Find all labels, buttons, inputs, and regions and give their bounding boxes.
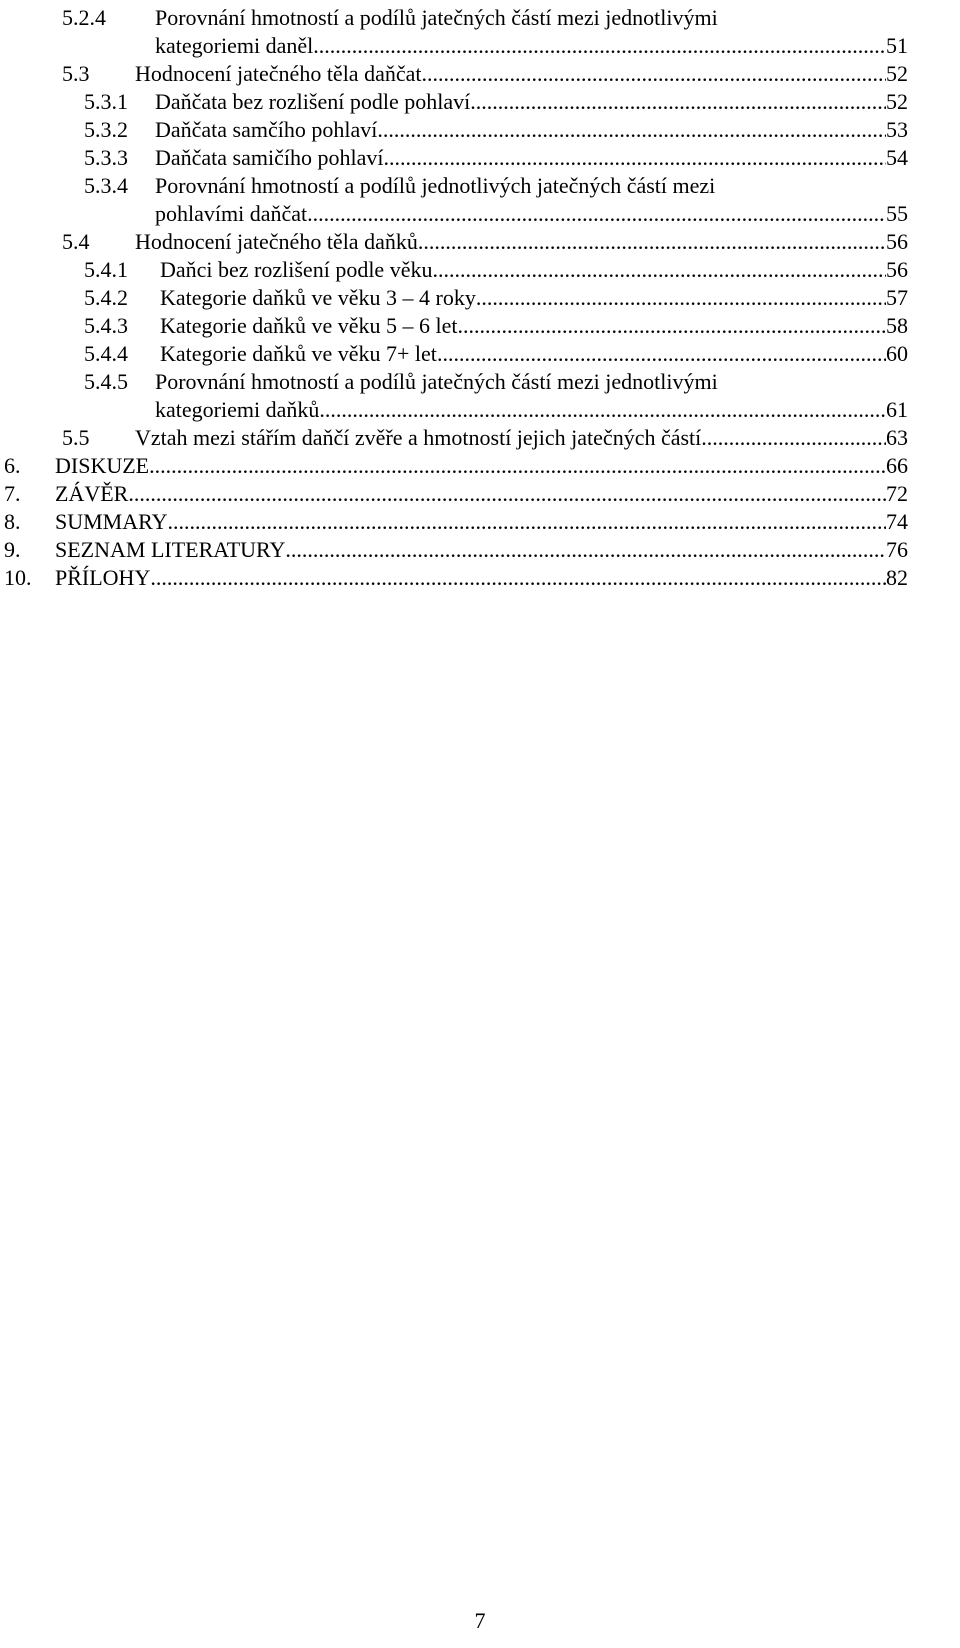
toc-entry — [0, 508, 960, 536]
toc-leader-dots — [432, 256, 886, 284]
toc-leader-dots — [476, 284, 886, 312]
toc-entry-title: SEZNAM LITERATURY — [55, 537, 286, 562]
toc-entry-line[interactable] — [55, 452, 908, 480]
toc-entry — [0, 256, 960, 284]
toc-entry-number: 9. — [4, 537, 21, 562]
toc-entry-title: kategoriemi daněl — [155, 33, 314, 58]
toc-entry-line[interactable] — [160, 340, 908, 368]
toc-entry — [0, 88, 960, 116]
toc-leader-dots — [128, 480, 886, 508]
toc-entry-line[interactable] — [155, 200, 908, 228]
toc-entry-line[interactable] — [55, 536, 908, 564]
toc-entry-line[interactable] — [55, 564, 908, 592]
table-of-contents — [0, 4, 960, 592]
toc-leader-dots — [319, 396, 886, 424]
toc-entry — [0, 340, 960, 368]
toc-entry-page: 52 — [886, 61, 908, 86]
toc-leader-dots — [167, 508, 886, 536]
toc-entry — [0, 172, 960, 228]
toc-leader-dots — [470, 88, 886, 116]
toc-entry-title: Daňci bez rozlišení podle věku — [160, 257, 433, 282]
toc-entry-title: kategoriemi daňků — [155, 397, 320, 422]
toc-entry-page: 72 — [886, 481, 908, 506]
toc-entry — [0, 312, 960, 340]
toc-entry-title: Vztah mezi stářím daňčí zvěře a hmotností jejich jatečných částí — [135, 425, 702, 450]
toc-entry-title: Daňčata samičího pohlaví — [155, 145, 384, 170]
toc-leader-dots — [150, 564, 886, 592]
toc-entry-page: 52 — [886, 89, 908, 114]
toc-entry — [0, 424, 960, 452]
toc-entry-page: 66 — [886, 453, 908, 478]
toc-entry — [0, 228, 960, 256]
toc-entry-page: 60 — [886, 341, 908, 366]
toc-entry-number: 5.3.4 — [84, 173, 128, 198]
toc-entry-line[interactable] — [160, 256, 908, 284]
toc-entry-number: 5.5 — [62, 425, 90, 450]
toc-entry-page: 74 — [886, 509, 908, 534]
toc-entry-number: 8. — [4, 509, 21, 534]
toc-entry-line[interactable] — [160, 312, 908, 340]
toc-entry-title: Daňčata bez rozlišení podle pohlaví — [155, 89, 471, 114]
toc-entry-title: ZÁVĚR — [55, 481, 129, 506]
toc-leader-dots — [149, 452, 886, 480]
toc-entry-number: 5.3 — [62, 61, 90, 86]
toc-entry — [0, 144, 960, 172]
toc-leader-dots — [313, 32, 886, 60]
toc-entry — [0, 536, 960, 564]
toc-entry-title-line1: Porovnání hmotností a podílů jatečných částí mezi jednotlivými — [155, 5, 718, 30]
toc-entry-title: Hodnocení jatečného těla daňčat — [135, 61, 422, 86]
toc-entry-page: 57 — [886, 285, 908, 310]
toc-entry-line[interactable] — [55, 480, 908, 508]
toc-entry-number: 5.4.1 — [84, 257, 128, 282]
toc-entry-line[interactable] — [155, 32, 908, 60]
toc-entry-title-line1: Porovnání hmotností a podílů jednotlivých jatečných částí mezi — [155, 173, 716, 198]
toc-entry-title: Daňčata samčího pohlaví — [155, 117, 378, 142]
toc-entry-number: 7. — [4, 481, 21, 506]
toc-entry-number: 6. — [4, 453, 21, 478]
toc-leader-dots — [437, 340, 886, 368]
toc-entry-number: 5.3.1 — [84, 89, 128, 114]
toc-leader-dots — [458, 312, 886, 340]
toc-entry-page: 82 — [886, 565, 908, 590]
toc-entry-title: pohlavími daňčat — [155, 201, 308, 226]
toc-entry-title-line1: Porovnání hmotností a podílů jatečných částí mezi jednotlivými — [155, 369, 718, 394]
toc-entry-page: 56 — [886, 257, 908, 282]
toc-leader-dots — [701, 424, 886, 452]
toc-leader-dots — [421, 60, 886, 88]
page-number: 7 — [474, 1608, 486, 1633]
toc-entry-title: Kategorie daňků ve věku 5 – 6 let — [160, 313, 458, 338]
toc-entry-line[interactable] — [160, 284, 908, 312]
toc-entry-number: 5.3.3 — [84, 145, 128, 170]
toc-entry-title: Kategorie daňků ve věku 7+ let — [160, 341, 437, 366]
toc-entry-number: 10. — [4, 565, 32, 590]
toc-entry-line[interactable] — [55, 508, 908, 536]
toc-entry-page: 56 — [886, 229, 908, 254]
toc-leader-dots — [307, 200, 886, 228]
toc-entry — [0, 116, 960, 144]
toc-entry — [0, 452, 960, 480]
toc-entry-title: Hodnocení jatečného těla daňků — [135, 229, 418, 254]
toc-entry-line[interactable] — [135, 424, 908, 452]
toc-entry-number: 5.4 — [62, 229, 90, 254]
toc-entry-line[interactable] — [135, 60, 908, 88]
toc-entry-line[interactable] — [155, 88, 908, 116]
toc-entry-number: 5.4.3 — [84, 313, 128, 338]
toc-entry-page: 76 — [886, 537, 908, 562]
toc-entry-page: 54 — [886, 145, 908, 170]
toc-entry-number: 5.4.5 — [84, 369, 128, 394]
toc-entry — [0, 284, 960, 312]
toc-leader-dots — [418, 228, 886, 256]
toc-leader-dots — [383, 144, 886, 172]
toc-entry — [0, 480, 960, 508]
toc-entry-number: 5.4.2 — [84, 285, 128, 310]
toc-entry-page: 61 — [886, 397, 908, 422]
toc-entry — [0, 564, 960, 592]
toc-entry-line[interactable] — [135, 228, 908, 256]
toc-entry-title: DISKUZE — [55, 453, 150, 478]
toc-entry-page: 53 — [886, 117, 908, 142]
toc-entry-title: Kategorie daňků ve věku 3 – 4 roky — [160, 285, 476, 310]
toc-entry-page: 55 — [886, 201, 908, 226]
toc-entry-line[interactable] — [155, 116, 908, 144]
toc-entry-title: PŘÍLOHY — [55, 565, 151, 590]
toc-entry — [0, 368, 960, 424]
toc-leader-dots — [285, 536, 886, 564]
toc-entry-line[interactable] — [155, 144, 908, 172]
toc-entry — [0, 4, 960, 60]
toc-entry-line[interactable] — [155, 396, 908, 424]
toc-entry — [0, 60, 960, 88]
toc-entry-title: SUMMARY — [55, 509, 168, 534]
toc-entry-page: 63 — [886, 425, 908, 450]
toc-leader-dots — [377, 116, 886, 144]
toc-entry-page: 51 — [886, 33, 908, 58]
toc-entry-number: 5.3.2 — [84, 117, 128, 142]
toc-entry-number: 5.4.4 — [84, 341, 128, 366]
toc-entry-page: 58 — [886, 313, 908, 338]
toc-entry-number: 5.2.4 — [62, 5, 106, 30]
